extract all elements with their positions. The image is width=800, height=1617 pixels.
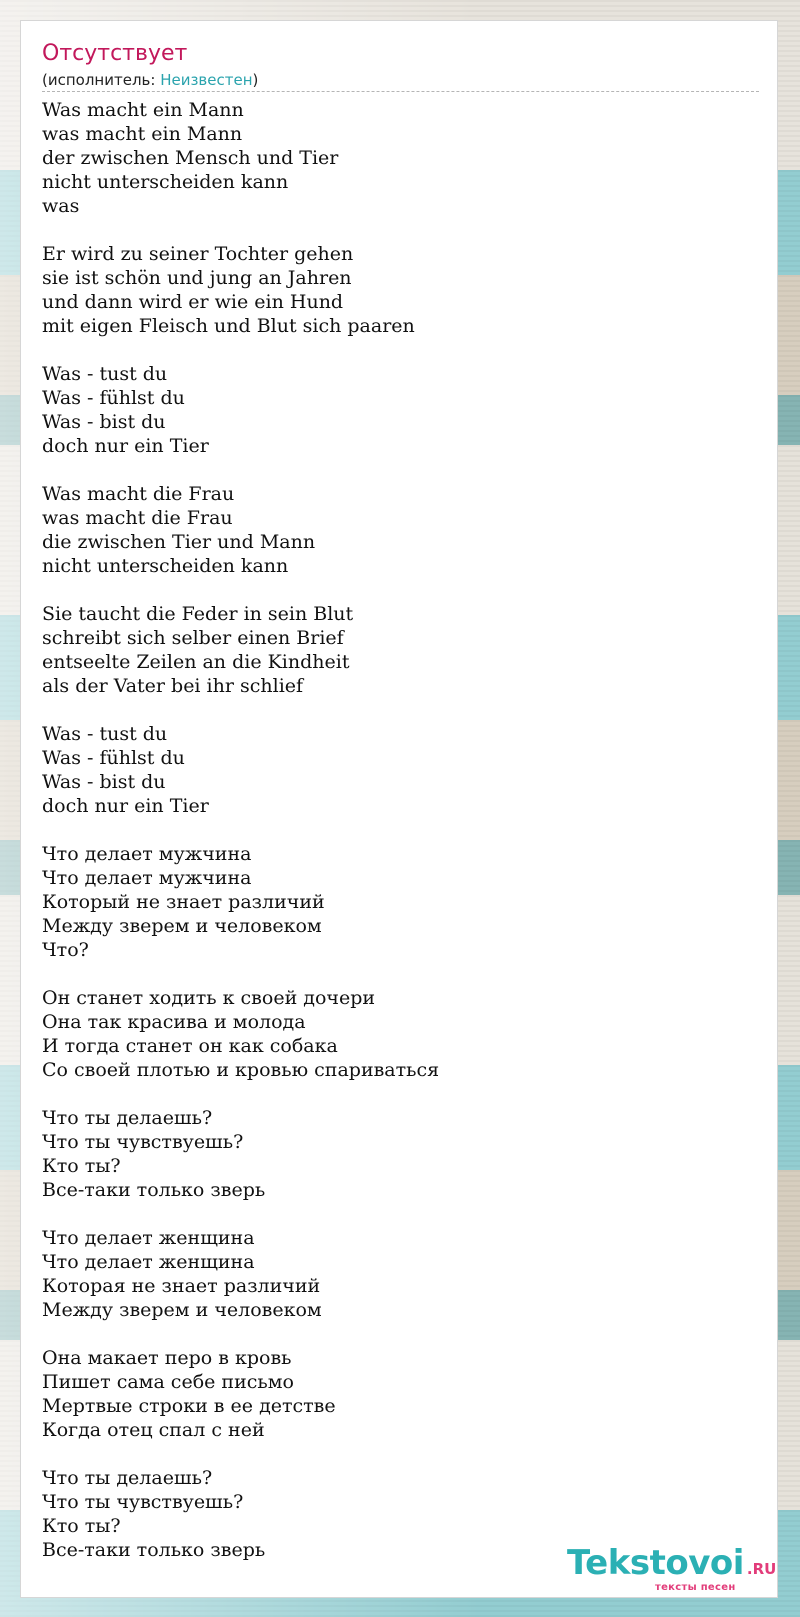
- lyrics-line: was: [42, 195, 80, 217]
- logo-tld: .RU: [746, 1560, 777, 1578]
- lyrics-line: Was - bist du: [42, 411, 166, 433]
- lyrics-line: Мертвые строки в ее детстве: [42, 1395, 336, 1417]
- lyrics-line: doch nur ein Tier: [42, 435, 209, 457]
- lyrics-line: was macht ein Mann: [42, 123, 243, 145]
- lyrics-line: Между зверем и человеком: [42, 915, 322, 937]
- lyrics-line: Который не знает различий: [42, 891, 325, 913]
- artist-line: [42, 70, 258, 90]
- lyrics-line: Что делает женщина: [42, 1251, 255, 1273]
- lyrics-line: Что ты делаешь?: [42, 1107, 213, 1129]
- lyrics-line: nicht unterscheiden kann: [42, 171, 289, 193]
- lyrics-line: Все-таки только зверь: [42, 1539, 266, 1561]
- lyrics-line: Он станет ходить к своей дочери: [42, 987, 376, 1009]
- lyrics-stanza: [42, 1346, 759, 1442]
- lyrics-line: Was - tust du: [42, 363, 168, 385]
- lyrics-stanza: [42, 482, 759, 578]
- lyrics-line: mit eigen Fleisch und Blut sich paaren: [42, 315, 415, 337]
- lyrics-line: sie ist schön und jung an Jahren: [42, 267, 352, 289]
- lyrics-line: schreibt sich selber einen Brief: [42, 627, 344, 649]
- header-divider: [42, 91, 759, 92]
- song-title: Отсутствует: [42, 41, 188, 66]
- lyrics-line: Что?: [42, 939, 89, 961]
- lyrics-line: Все-таки только зверь: [42, 1179, 266, 1201]
- lyrics-line: die zwischen Tier und Mann: [42, 531, 316, 553]
- lyrics-line: Пишет сама себе письмо: [42, 1371, 294, 1393]
- lyrics-line: Которая не знает различий: [42, 1275, 321, 1297]
- lyrics-line: Между зверем и человеком: [42, 1299, 322, 1321]
- lyrics-line: Что делает мужчина: [42, 867, 252, 889]
- artist-prefix: (исполнитель:: [42, 71, 161, 89]
- lyrics-stanza: [42, 602, 759, 698]
- lyrics-line: Was - fühlst du: [42, 387, 185, 409]
- lyrics-stanza: [42, 1226, 759, 1322]
- lyrics-line: was macht die Frau: [42, 507, 233, 529]
- lyrics-stanza: [42, 98, 759, 218]
- lyrics-line: als der Vater bei ihr schlief: [42, 675, 304, 697]
- lyrics-line: И тогда станет он как собака: [42, 1035, 338, 1057]
- lyrics-line: Что ты делаешь?: [42, 1467, 213, 1489]
- lyrics-line: der zwischen Mensch und Tier: [42, 147, 339, 169]
- lyrics-line: Что делает мужчина: [42, 843, 252, 865]
- lyrics-line: Что ты чувствуешь?: [42, 1491, 244, 1513]
- lyrics-line: Кто ты?: [42, 1155, 121, 1177]
- artist-suffix: ): [252, 71, 259, 89]
- lyrics-line: Was macht die Frau: [42, 483, 235, 505]
- lyrics-stanza: [42, 986, 759, 1082]
- lyrics-line: Sie taucht die Feder in sein Blut: [42, 603, 354, 625]
- logo-tagline: тексты песен: [655, 1582, 736, 1593]
- lyrics-line: Was - bist du: [42, 771, 166, 793]
- lyrics-line: Was - tust du: [42, 723, 168, 745]
- lyrics-line: nicht unterscheiden kann: [42, 555, 289, 577]
- lyrics-line: entseelte Zeilen an die Kindheit: [42, 651, 350, 673]
- lyrics-line: und dann wird er wie ein Hund: [42, 291, 344, 313]
- lyrics-line: Она макает перо в кровь: [42, 1347, 292, 1369]
- lyrics-line: Was macht ein Mann: [42, 99, 244, 121]
- lyrics-stanza: [42, 1106, 759, 1202]
- lyrics-line: Она так красива и молода: [42, 1011, 306, 1033]
- lyrics-line: Что делает женщина: [42, 1227, 255, 1249]
- lyrics-line: Когда отец спал с ней: [42, 1419, 265, 1441]
- lyrics-line: Со своей плотью и кровью спариваться: [42, 1059, 440, 1081]
- lyrics-line: doch nur ein Tier: [42, 795, 209, 817]
- site-logo[interactable]: [567, 1545, 776, 1587]
- lyrics-stanza: [42, 242, 759, 338]
- lyrics-line: Was - fühlst du: [42, 747, 185, 769]
- lyrics-line: Что ты чувствуешь?: [42, 1131, 244, 1153]
- logo-name: Tekstovoi: [567, 1543, 744, 1583]
- lyrics-stanza: [42, 722, 759, 818]
- lyrics-stanza: [42, 362, 759, 458]
- lyrics-line: Кто ты?: [42, 1515, 121, 1537]
- lyrics-line: Er wird zu seiner Tochter gehen: [42, 243, 354, 265]
- lyrics-card: [20, 20, 778, 1598]
- lyrics-stanza: [42, 842, 759, 962]
- artist-link[interactable]: Неизвестен: [160, 71, 253, 89]
- lyrics-text: [42, 98, 759, 1586]
